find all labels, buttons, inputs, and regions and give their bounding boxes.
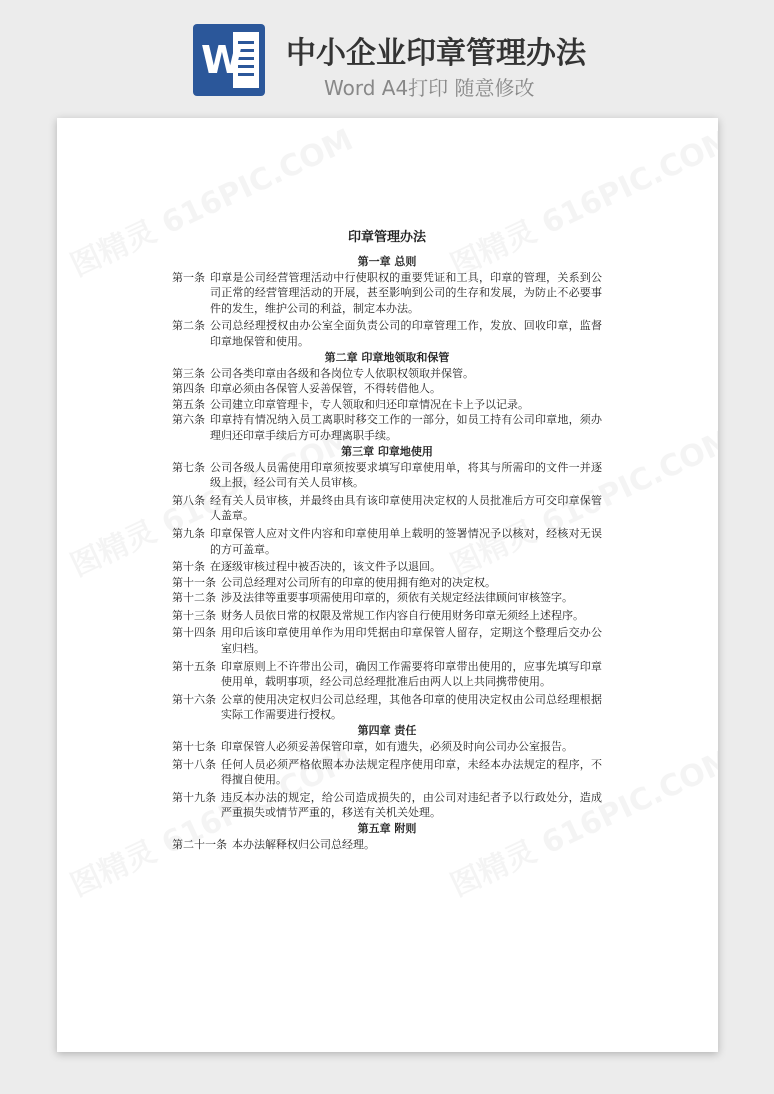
article-number: 第十六条 — [172, 692, 216, 706]
article-text: 违反本办法的规定，给公司造成损失的，由公司对违纪者予以行政处分，造成严重损失或情节严重的，移送有关机关处理。 — [221, 790, 602, 820]
chapter-heading: 第一章 总则 — [357, 254, 417, 268]
article-number: 第七条 — [172, 460, 205, 474]
article-text: 经有关人员审核，并最终由具有该印章使用决定权的人员批准后方可交印章保管人盖章。 — [210, 493, 602, 523]
article — [172, 692, 602, 723]
chapter-heading: 第四章 责任 — [357, 724, 417, 738]
article — [172, 790, 602, 821]
article-text: 印章保管人必须妥善保管印章，如有遗失，必须及时向公司办公室报告。 — [221, 740, 573, 754]
article — [172, 270, 602, 317]
article — [172, 575, 602, 591]
document-body — [172, 230, 602, 853]
article — [172, 739, 602, 755]
word-document-icon — [193, 24, 265, 96]
article-number: 第十七条 — [172, 740, 216, 754]
article — [172, 757, 602, 788]
header — [0, 0, 774, 118]
article-text: 涉及法律等重要事项需使用印章的，须依有关规定经法律顾问审核签字。 — [221, 591, 573, 605]
document-page — [57, 118, 718, 1052]
article — [172, 412, 602, 443]
article-number: 第三条 — [172, 366, 205, 380]
article-number: 第十四条 — [172, 626, 216, 640]
page-title: 中小企业印章管理办法 — [286, 36, 586, 71]
article — [172, 526, 602, 557]
article-number: 第十一条 — [172, 575, 216, 589]
article-text: 公章的使用决定权归公司总经理，其他各印章的使用决定权由公司总经理根据实际工作需要进行授权。 — [221, 692, 602, 722]
word-letter: W — [201, 38, 243, 82]
article-text: 用印后该印章使用单作为用印凭据由印章保管人留存，定期这个整理后交办公室归档。 — [221, 626, 602, 656]
article-text: 财务人员依日常的权限及常规工作内容自行使用财务印章无须经上述程序。 — [221, 608, 584, 622]
chapter-heading: 第五章 附则 — [357, 822, 417, 835]
article-text: 印章是公司经营管理活动中行使职权的重要凭证和工具，印章的管理，关系到公司正常的经营管理活动的开展，甚至影响到公司的生存和发展，为防止不必要事件的发生，维护公司的利益，制定本办法。 — [210, 270, 602, 315]
article-number: 第九条 — [172, 526, 205, 540]
article-number: 第十九条 — [172, 790, 216, 804]
article-number: 第十二条 — [172, 591, 216, 605]
article-number: 第八条 — [172, 493, 205, 507]
article-number: 第十三条 — [172, 608, 216, 622]
article-number: 第十五条 — [172, 659, 216, 673]
article-text: 公司建立印章管理卡，专人领取和归还印章情况在卡上予以记录。 — [210, 397, 529, 411]
article — [172, 625, 602, 656]
article-text: 公司各级人员需使用印章须按要求填写印章使用单，将其与所需印的文件一并逐级上报，经公司有关人员审核。 — [210, 460, 602, 490]
article-text: 印章持有情况纳入员工离职时移交工作的一部分，如员工持有公司印章地，须办理归还印章手续后方可办理离职手续。 — [210, 413, 602, 442]
article-text: 任何人员必须严格依照本办法规定程序使用印章，未经本办法规定的程序，不得擅自使用。 — [221, 757, 602, 787]
article-number: 第四条 — [172, 382, 205, 396]
article-number: 第十八条 — [172, 757, 216, 771]
chapter-heading: 第二章 印章地领取和保管 — [324, 350, 450, 364]
article — [172, 493, 602, 524]
article-text: 公司总经理授权由办公室全面负责公司的印章管理工作，发放、回收印章，监督印章地保管和使用。 — [210, 319, 602, 348]
article-number: 第六条 — [172, 413, 205, 427]
article — [172, 460, 602, 491]
article-text: 本办法解释权归公司总经理。 — [232, 838, 375, 851]
article-text: 印章原则上不许带出公司，确因工作需要将印章带出使用的，应事先填写印章使用单，载明事项，经公司总经理批准后由两人以上共同携带使用。 — [221, 659, 602, 689]
article-number: 第二条 — [172, 319, 205, 333]
article — [172, 381, 602, 397]
article — [172, 659, 602, 690]
article-number: 第五条 — [172, 397, 205, 411]
article — [172, 397, 602, 413]
article-text: 公司各类印章由各级和各岗位专人依职权领取并保管。 — [210, 366, 474, 380]
article — [172, 318, 602, 349]
article — [172, 366, 602, 382]
article-number: 第二十一条 — [172, 838, 227, 851]
article — [172, 837, 602, 853]
article-text: 印章保管人应对文件内容和印章使用单上载明的签署情况予以核对，经核对无误的方可盖章。 — [210, 526, 602, 556]
article-number: 第十条 — [172, 560, 205, 574]
document-title: 印章管理办法 — [347, 230, 426, 245]
article-text: 印章必须由各保管人妥善保管，不得转借他人。 — [210, 382, 441, 396]
article — [172, 590, 602, 606]
article-number: 第一条 — [172, 270, 205, 284]
chapter-heading: 第三章 印章地使用 — [341, 444, 433, 458]
article — [172, 608, 602, 624]
article-text: 公司总经理对公司所有的印章的使用拥有绝对的决定权。 — [221, 575, 496, 589]
article-text: 在逐级审核过程中被否决的，该文件予以退回。 — [210, 560, 441, 574]
article — [172, 559, 602, 575]
page-subtitle: Word A4打印 随意修改 — [324, 76, 535, 100]
